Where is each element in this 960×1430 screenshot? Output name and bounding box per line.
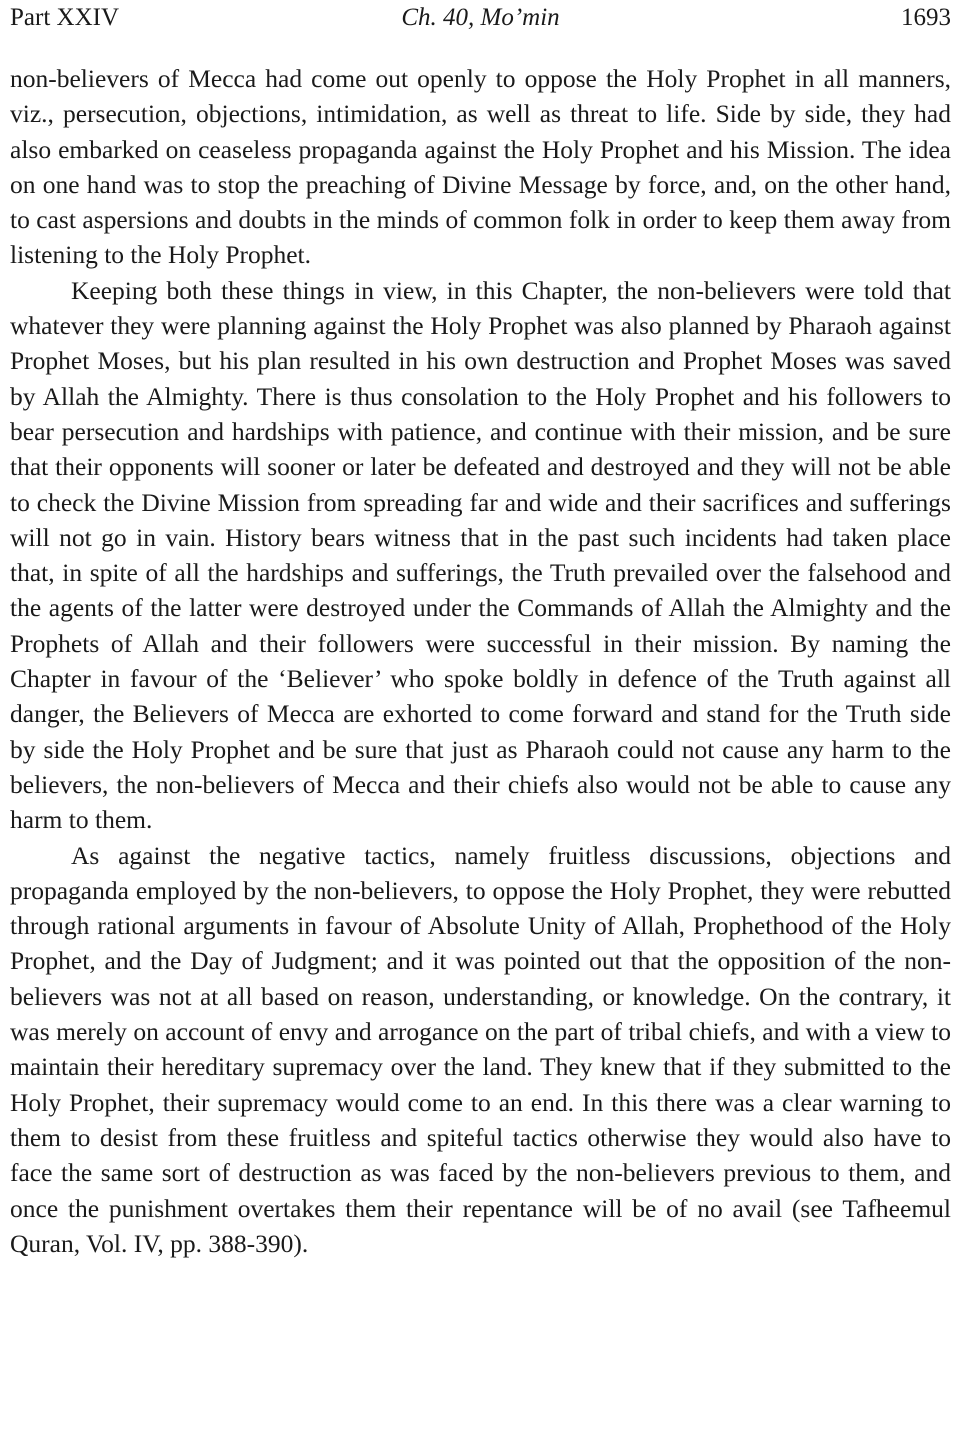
body-text xyxy=(10,61,951,1261)
paragraph: Keeping both these things in view, in this Chapter, the non-believers were told that whatever they were planning against the Holy Prophet was also planned by Pharaoh against Prophet Moses, but his plan resulted in his own destruction and Prophet Moses was saved by Allah the Almighty. There is thus consolation to the Holy Prophet and his followers to bear persecution and hardships with patience, and continue with their mission, and be sure that their opponents will sooner or later be defeated and destroyed and they will not be able to check the Divine Mission from spreading far and wide and their sacrifices and sufferings will not go in vain. History bears witness that in the past such incidents had taken place that, in spite of all the hardships and sufferings, the Truth prevailed over the falsehood and the agents of the latter were destroyed under the Commands of Allah the Almighty and the Prophets of Allah and their followers were successful in their mission. By naming the Chapter in favour of the ‘Believer’ who spoke boldly in defence of the Truth against all danger, the Believers of Mecca are exhorted to come forward and stand for the Truth side by side the Holy Prophet and be sure that just as Pharaoh could not cause any harm to the believers, the non-believers of Mecca and their chiefs also would not be able to cause any harm to them. xyxy=(10,275,951,835)
paragraph-continued: non-believers of Mecca had come out openly to oppose the Holy Prophet in all manners, viz., persecution, objections, intimidation, as well as threat to life. Side by side, they had also embarked on ceaseless propaganda against the Holy Prophet and his Mission. The idea on one hand was to stop the preaching of Divine Message by force, and, on the other hand, to cast aspersions and doubts in the minds of common folk in order to keep them away from listening to the Holy Prophet. xyxy=(10,64,951,270)
paragraph: As against the negative tactics, namely fruitless discussions, objections and propaganda employed by the non-believers, to oppose the Holy Prophet, they were rebutted through rational arguments in favour of Absolute Unity of Allah, Prophethood of the Holy Prophet, and the Day of Judgment; and it was pointed out that the opposition of the non-believers was not at all based on reason, understanding, or knowledge. On the contrary, it was merely on account of envy and arrogance on the part of tribal chiefs, and with a view to maintain their hereditary supremacy over the land. They knew that if they submitted to the Holy Prophet, their supremacy would come to an end. In this there was a clear warning to them to desist from these fruitless and spiteful tactics otherwise they would also have to face the same sort of destruction as was faced by the non-believers previous to them, and once the punishment overtakes them their repentance will be of no avail (see Tafheemul Quran, Vol. IV, pp. 388-390). xyxy=(10,840,951,1258)
chapter-title: Ch. 40, Mo’min xyxy=(401,4,560,31)
page-number: 1693 xyxy=(901,4,951,31)
running-header xyxy=(10,0,951,40)
part-label: Part XXIV xyxy=(10,4,120,31)
